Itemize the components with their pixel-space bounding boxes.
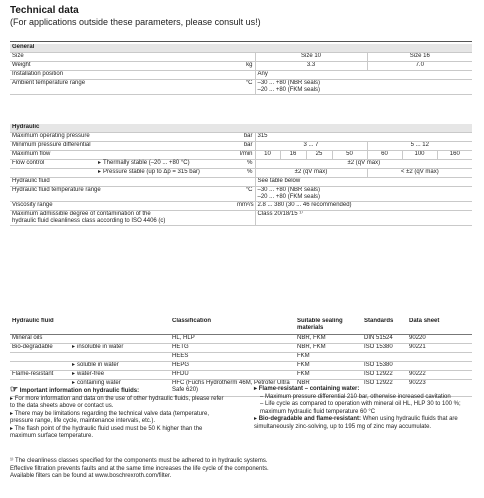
arrow-right-icon: ▸	[254, 416, 259, 422]
table-row: Bio-degradable ▸ insoluble in water HETG NBR, FKM ISO 15380 90221	[10, 344, 472, 353]
pressure-stable-label: Pressure stable (up to Δp = 315 bar)	[103, 169, 200, 175]
arrow-right-icon: ▸	[98, 160, 102, 166]
thermal-unit: %	[235, 160, 255, 169]
general-table	[10, 44, 472, 95]
contamination-value: Class 20/18/15 ¹⁾	[255, 211, 472, 226]
table-row: Flame-resistant ▸ water-free HFDU FKM ISO 12922 90222	[10, 371, 472, 380]
max-flow-unit: l/min	[235, 151, 255, 160]
max-pressure-label: Maximum operating pressure	[10, 133, 235, 142]
size16-header: Size 16	[367, 53, 472, 62]
pressure-stable-unit: %	[235, 169, 255, 178]
min-pressure-size16: 5 ... 12	[367, 142, 472, 151]
flow-value: 50	[332, 151, 367, 160]
weight-label: Weight	[10, 62, 235, 71]
max-pressure-value: 315	[255, 133, 472, 142]
footnote: ¹⁾ The cleanliness classes specified for the components must be adhered to in hydraulic systems. Effective filtration prevents faults and at the same time increases the life cycle of the components. Available filters can be found at www.boschrexroth.com/filter.	[10, 458, 269, 479]
arrow-right-icon: ▸	[72, 371, 76, 377]
header-datasheet: Data sheet	[407, 318, 472, 335]
header-fluid: Hydraulic fluid	[10, 318, 170, 335]
fluid-value: See table below	[255, 178, 472, 187]
fluid-temp-unit: °C	[235, 187, 255, 202]
ambient-fkm: –20 ... +80 (FKM seals)	[257, 87, 321, 93]
note-item: There may be limitations regarding the technical valve data (temperature, pressure range, life cycle, maintenance intervals, etc.).	[10, 410, 210, 424]
ambient-unit: °C	[235, 80, 255, 95]
header-sealing: Suitable sealing materials	[295, 318, 362, 335]
weight-unit: kg	[235, 62, 255, 71]
ambient-label: Ambient temperature range	[10, 80, 235, 95]
hand-pointer-icon: ☞	[10, 384, 19, 394]
install-label: Installation position	[10, 71, 235, 80]
note-item: The flash point of the hydraulic fluid used must be 50 K higher than the maximum surface temperature.	[10, 425, 203, 439]
thermal-value: ±2 (qV max)	[255, 160, 472, 169]
max-pressure-unit: bar	[235, 133, 255, 142]
arrow-right-icon: ▸	[10, 410, 15, 417]
contamination-label-2: hydraulic fluid cleanliness class according to ISO 4406 (c)	[12, 218, 166, 224]
contamination-label: Maximum admissible degree of contamination of the	[12, 211, 151, 217]
arrow-right-icon: ▸	[254, 386, 259, 392]
viscosity-label: Viscosity range	[10, 202, 235, 211]
arrow-right-icon: ▸	[98, 169, 102, 175]
hydraulic-table	[10, 124, 472, 226]
section-general: General	[10, 44, 472, 53]
viscosity-value: 2.8 ... 380 (30 ... 46 recommended)	[255, 202, 472, 211]
arrow-right-icon: ▸	[10, 425, 15, 432]
weight-size16: 7.0	[367, 62, 472, 71]
flow-value: 16	[280, 151, 306, 160]
header-standards: Standards	[362, 318, 407, 335]
pressure-stable-size10: ±2 (qV max)	[255, 169, 367, 178]
ambient-nbr: –30 ... +80 (NBR seals)	[257, 80, 321, 86]
min-pressure-size10: 3 ... 7	[255, 142, 367, 151]
note-item: When using hydraulic fluids that are simultaneously zinc-solving, up to 195 mg of zinc may accumulate.	[254, 416, 458, 430]
fluid-temp-label: Hydraulic fluid temperature range	[10, 187, 235, 202]
notes-left	[10, 386, 230, 441]
divider	[10, 41, 472, 42]
notes-heading: Important information on hydraulic fluids:	[19, 388, 140, 394]
arrow-right-icon: ▸	[72, 344, 76, 350]
header-classification: Classification	[170, 318, 295, 335]
max-flow-label: Maximum flow	[10, 151, 235, 160]
page-title: Technical data	[10, 5, 79, 16]
fluid-temp-fkm: –20 ... +80 (FKM seals)	[257, 194, 321, 200]
arrow-right-icon: ▸	[72, 362, 76, 368]
flow-value: 100	[402, 151, 437, 160]
fluid-temp-nbr: –30 ... +80 (NBR seals)	[257, 187, 321, 193]
page-subtitle: (For applications outside these parameters, please consult us!)	[10, 17, 261, 27]
thermal-stable-label: Thermally stable (–20 ... +80 °C)	[103, 160, 190, 166]
flow-control-label: Flow control	[12, 160, 45, 166]
notes-right: ▸ Flame-resistant – containing water: – Maximum pressure differential 210 bar, otherwise increased cavitation – Life cycle as compared to operation with mineral oil HL, HLP 30 to 100 %; maximum hydraulic fluid temperature 60 °C ▸ Bio-degradable and flame-resistant: When using hydraulic fluids that are simultaneously zinc-solving, up to 195 mg of zinc may accumulate.	[254, 386, 461, 430]
pressure-stable-size16: < ±2 (qV max)	[367, 169, 472, 178]
note-item: Life cycle as compared to operation with mineral oil HL, HLP 30 to 100 %; maximum hydraulic fluid temperature 60 °C	[260, 401, 461, 415]
note-item: For more information and data on the use of other hydraulic fluids, please refer to the data sheets above or contact us.	[10, 395, 224, 409]
size-label: Size	[10, 53, 235, 62]
flow-value: 25	[306, 151, 332, 160]
arrow-right-icon: ▸	[10, 395, 15, 402]
note-item: Maximum pressure differential 210 bar, otherwise increased cavitation	[265, 393, 451, 400]
biodegradable-heading: Bio-degradable and flame-resistant:	[258, 416, 362, 422]
weight-size10: 3.3	[255, 62, 367, 71]
table-row: ▸ containing water HFC (Fuchs Hydrotherm 46M, Petrofer Ultra Safe 620) NBR ISO 12922 90223	[10, 380, 472, 397]
table-row: HEES FKM	[10, 353, 472, 362]
arrow-right-icon: ▸	[72, 380, 76, 386]
viscosity-unit: mm²/s	[235, 202, 255, 211]
table-row: Mineral oils HL, HLP NBR, FKM DIN 51524 90220	[10, 335, 472, 344]
flow-value: 10	[255, 151, 280, 160]
section-hydraulic: Hydraulic	[10, 124, 472, 133]
size10-header: Size 10	[255, 53, 367, 62]
table-row: ▸ soluble in water HEPG FKM ISO 15380	[10, 362, 472, 371]
flow-value: 160	[437, 151, 472, 160]
min-pressure-unit: bar	[235, 142, 255, 151]
fluid-label: Hydraulic fluid	[10, 178, 235, 187]
min-pressure-label: Minimum pressure differential	[10, 142, 235, 151]
install-value: Any	[255, 71, 472, 80]
flame-resistant-heading: Flame-resistant – containing water:	[258, 386, 360, 392]
flow-value: 60	[367, 151, 402, 160]
